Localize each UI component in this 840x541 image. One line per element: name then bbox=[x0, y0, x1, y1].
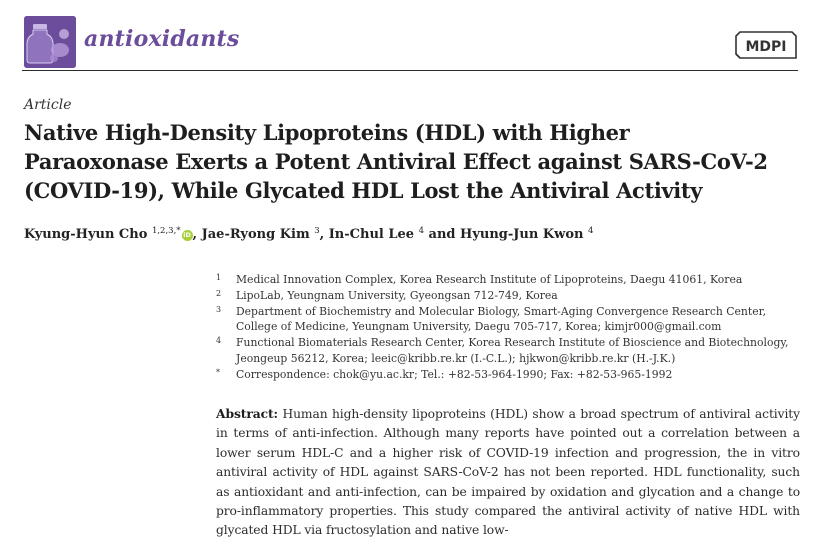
article-type: Article bbox=[24, 97, 72, 113]
author-separator: and bbox=[424, 227, 461, 242]
affiliation-number: 2 bbox=[216, 288, 222, 298]
affiliation-item bbox=[216, 272, 816, 288]
affiliation-item bbox=[216, 335, 816, 367]
title-line: Native High-Density Lipoproteins (HDL) with Higher bbox=[24, 120, 630, 145]
affiliation-text: Jeongeup 56212, Korea; leeic@kribb.re.kr (I.-C.L.); hjkwon@kribb.re.kr (H.-J.K.) bbox=[236, 351, 676, 365]
article-title bbox=[24, 118, 824, 205]
author-name[interactable]: Hyung-Jun Kwon bbox=[460, 227, 584, 242]
title-line: (COVID-19), While Glycated HDL Lost the Antiviral Activity bbox=[24, 178, 703, 203]
mdpi-logo-icon[interactable] bbox=[734, 30, 798, 64]
antioxidants-logo-icon[interactable] bbox=[24, 16, 76, 68]
author-affiliation-ref: 4 bbox=[587, 226, 594, 236]
affiliation-item bbox=[216, 304, 816, 336]
author-separator: , bbox=[192, 227, 202, 242]
title-line: Paraoxonase Exerts a Potent Antiviral Effect against SARS-CoV-2 bbox=[24, 149, 768, 174]
affiliation-text: LipoLab, Yeungnam University, Gyeongsan 712-749, Korea bbox=[236, 288, 558, 302]
abstract-text: Human high-density lipoproteins (HDL) show a broad spectrum of antiviral activity in terms of anti-infection. Although many reports have pointed out a correlation between a lower serum HDL-C and a higher risk of COVID-19 infection and progression, the in vitro antiviral activity of HDL against SARS-CoV-2 has not been reported. HDL functionality, such as antioxidant and anti-infection, can be impaired by oxidation and glycation and a change to pro-inflammatory properties. This study compared the antiviral activity of native HDL with glycated HDL via fructosylation and native low- bbox=[216, 407, 800, 538]
affiliation-item bbox=[216, 288, 816, 304]
author-separator: , bbox=[319, 227, 329, 242]
abstract-label: Abstract: bbox=[216, 406, 278, 421]
journal-logo-graphic bbox=[24, 16, 76, 68]
affiliation-text: Department of Biochemistry and Molecular Biology, Smart-Aging Convergence Research Center, bbox=[236, 304, 767, 318]
author-name[interactable]: Kyung-Hyun Cho bbox=[24, 227, 148, 242]
correspondence-text: Correspondence: chok@yu.ac.kr; Tel.: +82-53-964-1990; Fax: +82-53-965-1992 bbox=[236, 367, 673, 381]
author-list bbox=[24, 226, 824, 242]
affiliation-number: 3 bbox=[216, 304, 222, 314]
affiliation-text: College of Medicine, Yeungnam University, Daegu 705-717, Korea; kimjr000@gmail.com bbox=[236, 320, 722, 334]
journal-header bbox=[0, 0, 840, 72]
affiliation-text: Medical Innovation Complex, Korea Research Institute of Lipoproteins, Daegu 41061, Korea bbox=[236, 273, 743, 286]
correspondence-item bbox=[216, 367, 816, 383]
affiliation-number: 4 bbox=[216, 336, 222, 346]
author-affiliation-ref: 4 bbox=[418, 226, 424, 236]
affiliation-number: 1 bbox=[216, 273, 222, 282]
author-affiliation-ref: 3 bbox=[314, 226, 320, 236]
header-divider bbox=[22, 70, 798, 71]
publisher-name: MDPI bbox=[745, 39, 787, 55]
affiliation-list bbox=[216, 272, 816, 383]
affiliation-number: * bbox=[216, 367, 220, 377]
orcid-icon[interactable]: iD bbox=[183, 231, 191, 239]
author-name[interactable]: Jae-Ryong Kim bbox=[201, 227, 310, 242]
affiliation-text: Functional Biomaterials Research Center, Korea Research Institute of Bioscience and Biotechnology, bbox=[236, 336, 789, 350]
author-affiliation-ref: 1,2,3,* bbox=[151, 226, 181, 236]
author-name[interactable]: In-Chul Lee bbox=[328, 227, 415, 242]
abstract bbox=[216, 404, 800, 541]
journal-name[interactable]: antioxidants bbox=[84, 26, 240, 52]
